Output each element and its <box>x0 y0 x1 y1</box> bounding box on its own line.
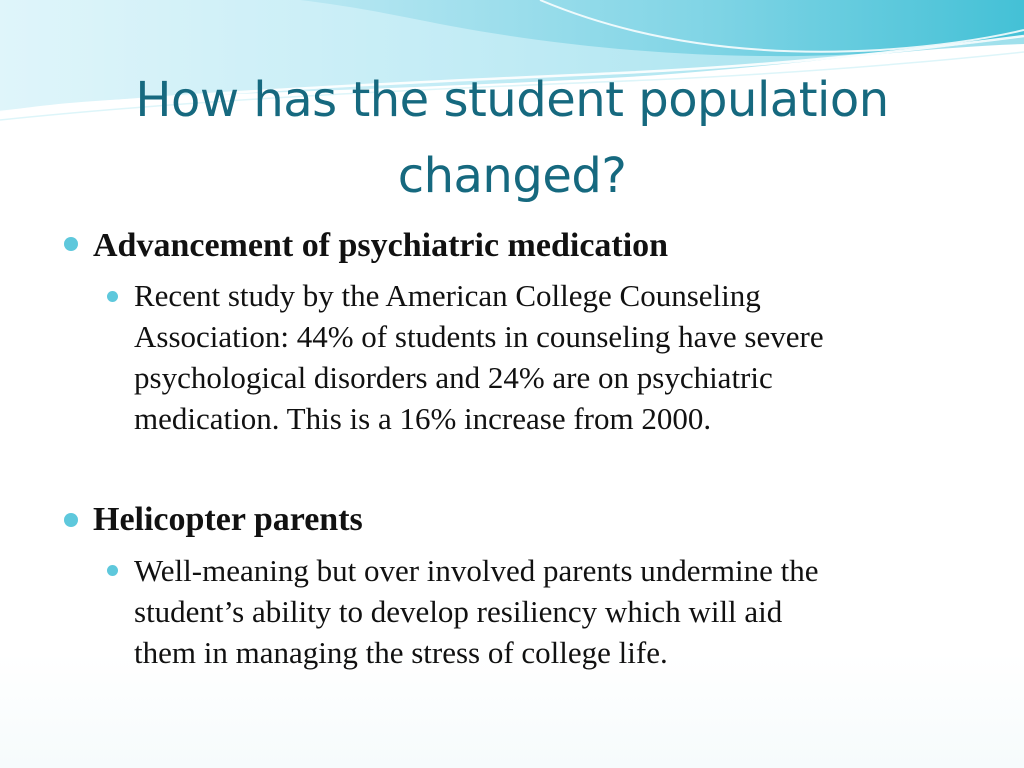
sub-bullet-dot-icon <box>107 291 118 302</box>
medication-detail-line-2: Association: 44% of students in counseling have severe <box>134 319 824 354</box>
medication-detail-line-4: medication. This is a 16% increase from 2000. <box>134 401 712 436</box>
helicopter-detail-line-2: student’s ability to develop resiliency which will aid <box>134 594 783 629</box>
medication-detail-line-1: Recent study by the American College Counseling <box>134 278 761 313</box>
section-heading-medication: Advancement of psychiatric medication <box>93 227 669 264</box>
bullet-dot-icon <box>64 237 78 251</box>
helicopter-detail-line-1: Well-meaning but over involved parents undermine the <box>134 553 819 588</box>
medication-detail-line-3: psychological disorders and 24% are on psychiatric <box>134 360 773 395</box>
bullet-dot-icon <box>64 513 78 527</box>
section-heading-helicopter-parents: Helicopter parents <box>93 501 363 538</box>
helicopter-detail-line-3: them in managing the stress of college life. <box>134 635 668 670</box>
slide-title-line-2: changed? <box>397 148 627 204</box>
sub-bullet-dot-icon <box>107 565 118 576</box>
slide-title-line-1: How has the student population <box>135 72 889 128</box>
